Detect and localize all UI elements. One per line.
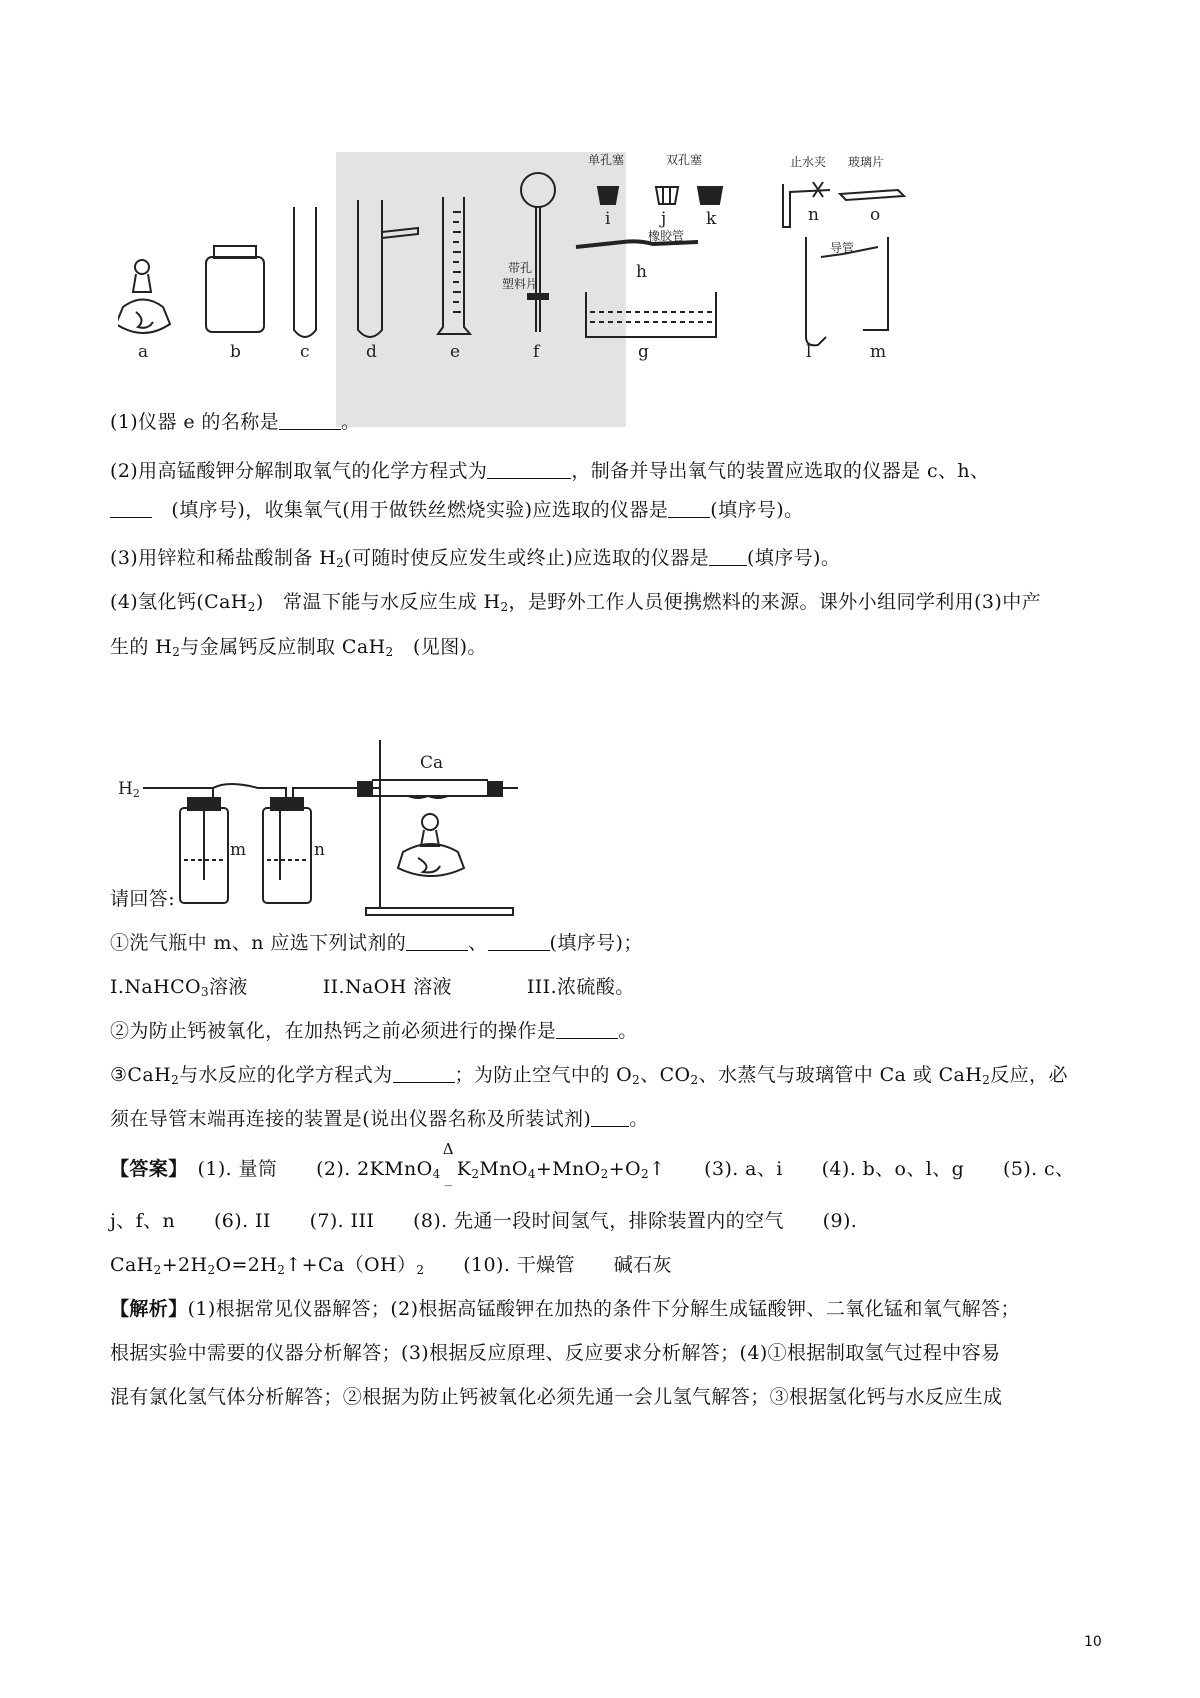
answer-text-7: j、f、n (6). II (7). III (8). 先通一段时间氢气，排除装置内的空气 (9). [110,1210,858,1232]
s1-sep: 、 [468,932,488,954]
answer-text-9: +2H [161,1254,208,1276]
sub-question-3-line-2 [110,1105,1095,1133]
label-h: h [636,262,647,282]
instruments-svg [118,152,988,427]
answer-text: (1). 量筒 (2). 2KMnO [197,1158,433,1180]
answer-text-6: ↑ (3). a、i (4). b、o、l、g (5). c、 [649,1158,1075,1180]
question-3 [110,544,1095,572]
perforated-plastic-label-1: 带孔 [508,261,533,275]
subscript: 2 [172,645,181,659]
q4-text: (4)氢化钙(CaH [110,591,248,613]
single-hole-stopper-label: 单孔塞 [588,153,625,167]
double-hole-stopper-label: 双孔塞 [666,153,703,167]
reagent-1: I.NaHCO [110,976,201,998]
answer-blank [110,499,152,518]
m-label: m [230,840,247,860]
answer-blank [709,547,747,566]
conduit-label: 导管 [830,241,855,255]
label-o: o [870,205,881,225]
label-j: j [661,209,667,229]
answer-text-12: (10). 干燥管 碱石灰 [424,1254,672,1276]
analysis-line-3 [110,1383,1095,1411]
subscript: 2 [641,1167,650,1181]
label-e: e [450,342,461,362]
answer-blank [279,411,341,430]
q2-text-3: (填序号)。 [710,499,804,521]
analysis-line-1 [110,1295,1095,1323]
answer-line-1 [110,1140,1095,1187]
subscript: 2 [500,600,509,614]
subscript: 4 [432,1167,441,1181]
sub-question-3-line-1 [110,1061,1095,1089]
answer-blank [668,499,710,518]
prompt-text: 请回答: [110,888,176,910]
reagent-1-suffix: 溶液 [209,976,248,998]
label-k: k [706,209,717,229]
rubber-tube-label: 橡胶管 [648,229,685,243]
subscript: 2 [600,1167,609,1181]
q4-text-2: ) 常温下能与水反应生成 H [255,591,501,613]
question-4-line-2 [110,633,1095,661]
label-c: c [300,342,310,362]
subscript: 2 [247,600,256,614]
s3-text-4: 、CO [640,1064,691,1086]
answer-label: 【答案】 [110,1158,179,1180]
q3-text: (3)用锌粒和稀盐酸制备 H [110,547,337,569]
alcohol-lamp-a [118,260,170,333]
q4-text-4: 生的 H [110,636,173,658]
answer-text-8: CaH [110,1254,154,1276]
answer-blank [556,1020,618,1039]
label-a: a [138,342,149,362]
glass-sheet-label: 玻璃片 [848,155,885,169]
answer-blank [406,932,468,951]
sub-question-2 [110,1017,1095,1045]
label-g: g [638,342,649,362]
heating-condition [441,1140,457,1187]
label-m: m [870,342,887,362]
answer-line-2 [110,1207,1095,1235]
q2-text-2: (填序号)，收集氧气(用于做铁丝燃烧实验)应选取的仪器是 [171,499,669,521]
answer-blank [393,1064,455,1083]
q4-text-3: ，是野外工作人员便携燃料的来源。课外小组同学利用(3)中产 [508,591,1041,613]
answer-text-11: ↑+Ca（OH） [285,1254,417,1276]
instrument-figure [118,152,988,427]
s3-text-2: 与水反应的化学方程式为 [179,1064,393,1086]
label-n: n [808,205,819,225]
q1-text: (1)仪器 e 的名称是 [110,411,280,433]
s3-text-6: 反应，必 [990,1064,1068,1086]
answer-blank [488,932,550,951]
subscript: 2 [416,1263,425,1277]
prompt [110,885,1095,913]
q2-text-cont: ，制备并导出氧气的装置应选取的仪器是 c、h、 [571,460,990,482]
q4-text-6: (见图)。 [393,636,487,658]
s3-text-7: 须在导管末端再连接的装置是(说出仪器名称及所装试剂) [110,1108,592,1130]
analysis-line-2 [110,1339,1095,1367]
s3-text-5: 、水蒸气与玻璃管中 Ca 或 CaH [698,1064,983,1086]
analysis-label: 【解析】 [110,1298,188,1320]
reaction-arrow: _ [444,1171,453,1187]
q1-suffix: 。 [341,411,361,433]
answer-blank [591,1108,629,1127]
n-label: n [314,840,325,860]
question-2-line-1 [110,457,1095,485]
label-f: f [533,342,540,362]
subscript: 2 [690,1073,699,1087]
answer-text-10: O=2H [215,1254,278,1276]
subscript: 2 [336,556,345,570]
instrument-annotations [502,152,884,291]
s1-text-2: (填序号)； [549,932,643,954]
s1-text: ①洗气瓶中 m、n 应选下列试剂的 [110,932,407,954]
answer-text-3: MnO [479,1158,528,1180]
answer-text-5: +O [608,1158,642,1180]
analysis-text-3: 混有氯化氢气体分析解答；②根据为防止钙被氧化必须先通一会儿氢气解答；③根据氢化钙与水反应生成 [110,1386,1003,1408]
subscript: 3 [200,985,210,999]
subscript: 2 [207,1263,216,1277]
ca-label: Ca [420,753,444,773]
subscript: 2 [171,1073,180,1087]
subscript: 2 [153,1263,162,1277]
s3-text: ③CaH [110,1064,172,1086]
reagent-3: III.浓硫酸。 [526,976,635,998]
subscript: 2 [471,1167,480,1181]
reagent-options [110,973,1095,1001]
subscript: 4 [527,1167,536,1181]
s3-text-3: ；为防止空气中的 O [454,1064,633,1086]
s3-suffix: 。 [629,1108,649,1130]
s2-text: ②为防止钙被氧化，在加热钙之前必须进行的操作是 [110,1020,557,1042]
answer-line-3 [110,1251,1095,1279]
label-i: i [605,209,611,229]
answer-blank [487,460,571,479]
s2-suffix: 。 [618,1020,638,1042]
q4-text-5: 与金属钙反应制取 CaH [180,636,386,658]
answer-text-4: +MnO [535,1158,601,1180]
subscript: 2 [385,645,394,659]
q3-text-2: (可随时使反应发生或终止)应选取的仪器是 [344,547,709,569]
answer-text-2: K [456,1158,472,1180]
subscript: 2 [277,1263,286,1277]
question-4-line-1 [110,588,1095,616]
question-1 [110,408,1095,436]
q2-text: (2)用高锰酸钾分解制取氧气的化学方程式为 [110,460,488,482]
perforated-plastic-label-2: 塑料片 [502,277,539,291]
label-l: l [806,342,812,362]
subscript: 2 [632,1073,641,1087]
label-b: b [230,342,241,362]
label-d: d [366,342,377,362]
q3-text-3: (填序号)。 [747,547,841,569]
reagent-2: II.NaOH 溶液 [322,976,452,998]
sub-question-1 [110,929,1095,957]
question-2-line-2 [110,496,1095,524]
page-number: 10 [1084,1634,1102,1650]
analysis-text: (1)根据常见仪器解答；(2)根据高锰酸钾在加热的条件下分解生成锰酸钾、二氧化锰和氧气解答； [187,1298,1020,1320]
h2-label: H2 [118,779,140,800]
subscript: 2 [982,1073,991,1087]
analysis-text-2: 根据实验中需要的仪器分析解答；(3)根据反应原理、反应要求分析解答；(4)①根据制取氢气过程中容易 [110,1342,1001,1364]
delta-symbol: Δ [442,1140,454,1158]
clamp-label: 止水夹 [790,155,827,169]
